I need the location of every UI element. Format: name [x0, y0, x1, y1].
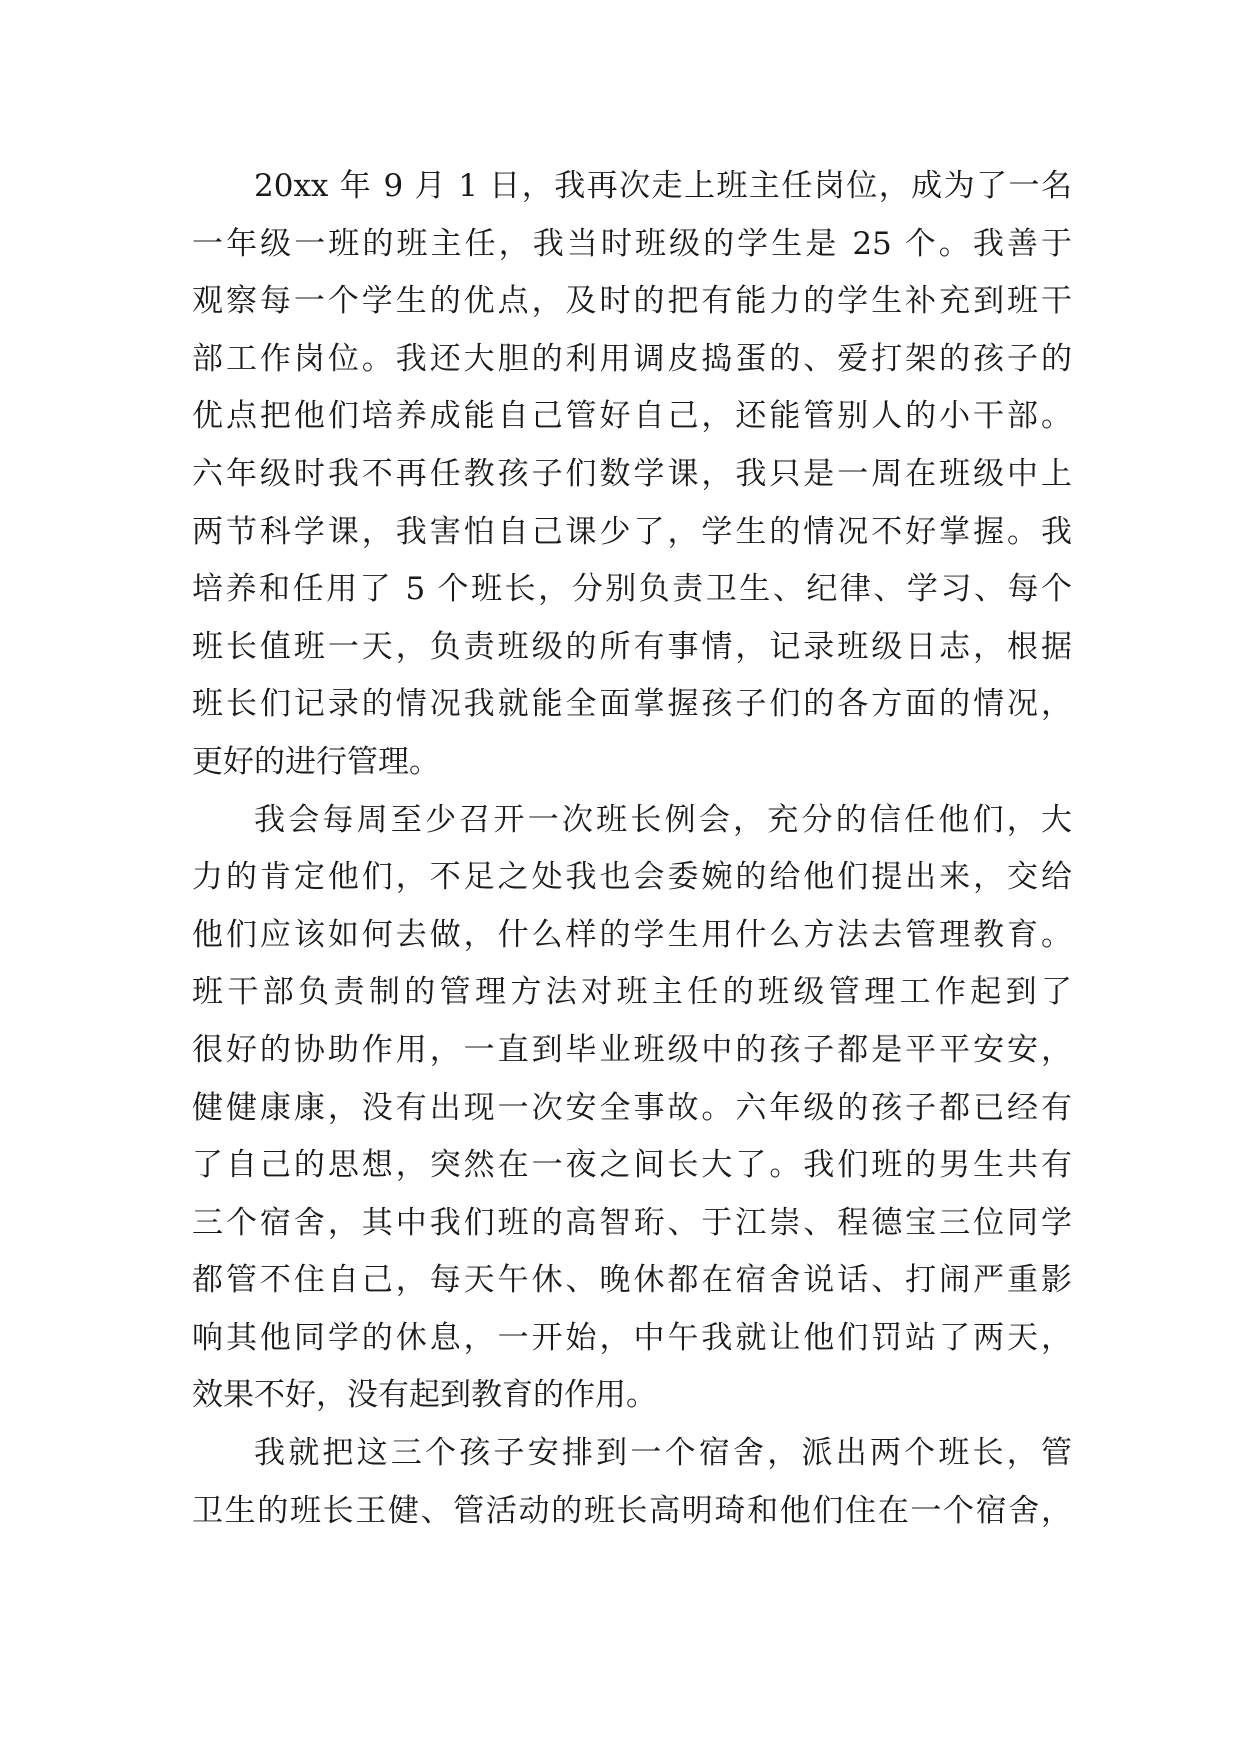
paragraph-1-line-6: 六年级时我不再任教孩子们数学课，我只是一周在班级中上 [192, 455, 1072, 492]
paragraph-1-line-3: 观察每一个学生的优点，及时的把有能力的学生补充到班干 [192, 283, 1072, 320]
paragraph-2-line-1: 我会每周至少召开一次班长例会，充分的信任他们，大 [254, 801, 1072, 838]
paragraph-1-line-10: 班长们记录的情况我就能全面掌握孩子们的各方面的情况， [192, 686, 1072, 723]
paragraph-1-line-5: 优点把他们培养成能自己管好自己，还能管别人的小干部。 [192, 398, 1072, 435]
paragraph-1-line-7: 两节科学课，我害怕自己课少了，学生的情况不好掌握。我 [192, 513, 1072, 550]
paragraph-1-line-4: 部工作岗位。我还大胆的利用调皮捣蛋的、爱打架的孩子的 [192, 340, 1072, 377]
paragraph-2-line-5: 很好的协助作用，一直到毕业班级中的孩子都是平平安安， [192, 1031, 1072, 1068]
document-body [192, 158, 1072, 1540]
paragraph-1-line-1: 20xx 年 9 月 1 日，我再次走上班主任岗位，成为了一名 [254, 168, 1072, 204]
paragraph-2-line-4: 班干部负责制的管理方法对班主任的班级管理工作起到了 [192, 974, 1072, 1011]
paragraph-2-line-2: 力的肯定他们，不足之处我也会委婉的给他们提出来，交给 [192, 859, 1072, 896]
paragraph-3-line-1: 我就把这三个孩子安排到一个宿舍，派出两个班长，管 [254, 1435, 1072, 1472]
paragraph-1-line-9: 班长值班一天，负责班级的所有事情，记录班级日志，根据 [192, 628, 1072, 665]
paragraph-2-line-9: 都管不住自己，每天午休、晚休都在宿舍说话、打闹严重影 [192, 1262, 1072, 1299]
paragraph-2-line-6: 健健康康，没有出现一次安全事故。六年级的孩子都已经有 [192, 1089, 1072, 1126]
paragraph-2-line-10: 响其他同学的休息，一开始，中午我就让他们罚站了两天， [192, 1319, 1072, 1356]
paragraph-2-line-3: 他们应该如何去做，什么样的学生用什么方法去管理教育。 [192, 916, 1072, 953]
paragraph-2-line-7: 了自己的思想，突然在一夜之间长大了。我们班的男生共有 [192, 1147, 1072, 1184]
paragraph-1-line-8: 培养和任用了 5 个班长，分别负责卫生、纪律、学习、每个 [192, 571, 1072, 608]
paragraph-2-line-11: 效果不好，没有起到教育的作用。 [192, 1377, 657, 1414]
paragraph-1-line-11: 更好的进行管理。 [192, 743, 440, 780]
paragraph-1-line-2: 一年级一班的班主任，我当时班级的学生是 25 个。我善于 [192, 225, 1072, 262]
paragraph-3-line-2: 卫生的班长王健、管活动的班长高明琦和他们住在一个宿舍， [192, 1492, 1072, 1529]
paragraph-2-line-8: 三个宿舍，其中我们班的高智珩、于江崇、程德宝三位同学 [192, 1204, 1072, 1241]
